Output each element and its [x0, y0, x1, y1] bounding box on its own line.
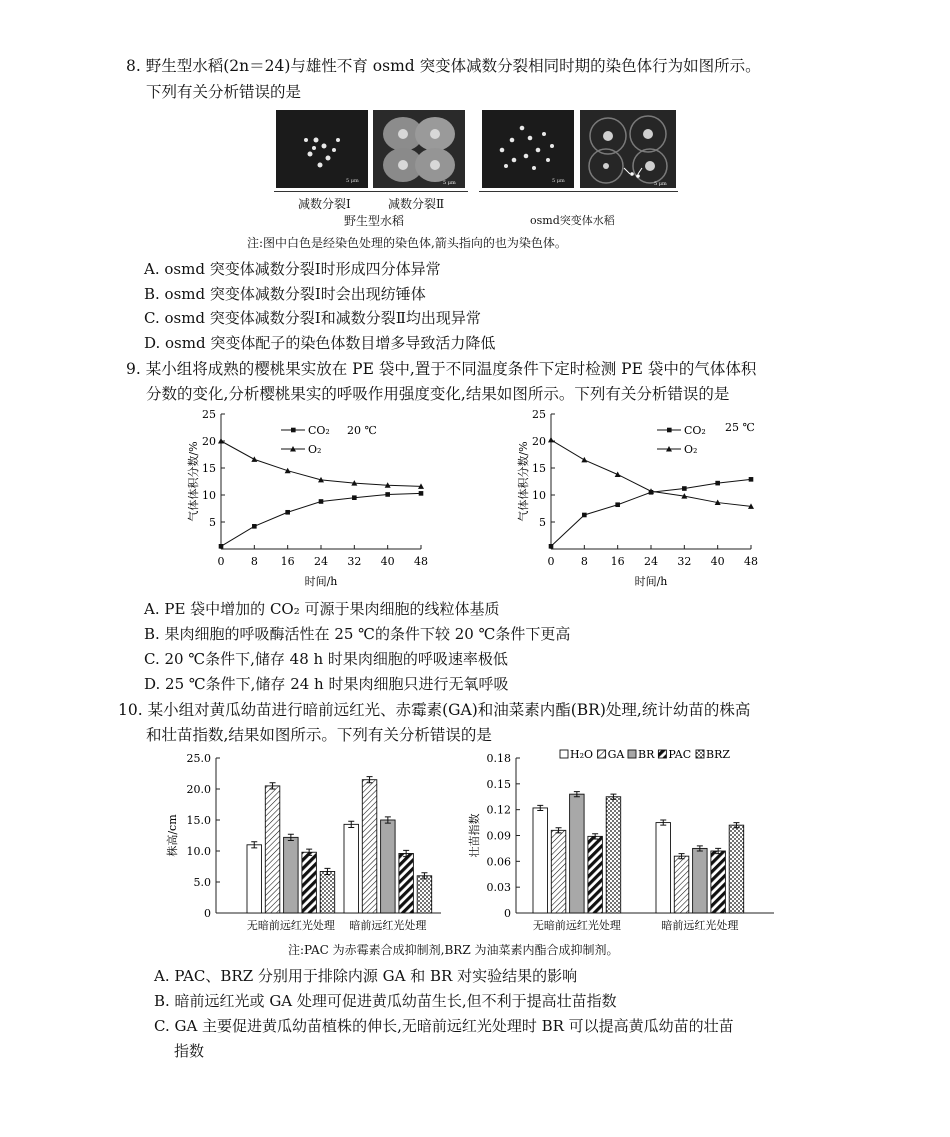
y-tick-label: 15 [532, 462, 546, 475]
data-point-co2 [319, 499, 324, 504]
bar-ho [344, 824, 359, 913]
x-tick-label: 0 [217, 555, 225, 568]
data-point-co2 [219, 544, 224, 549]
series-line-o2 [551, 440, 751, 506]
y-tick-label: 15 [202, 462, 216, 475]
data-point-co2 [682, 486, 687, 491]
data-point-co2 [715, 481, 720, 486]
y-tick-label: 25 [532, 408, 546, 421]
category-label: 暗前远红光处理 [661, 919, 739, 932]
data-point-co2 [615, 502, 620, 507]
bar-br [570, 794, 585, 913]
data-point-co2 [582, 513, 587, 518]
scale-label: 5 μm [443, 180, 456, 186]
legend-label: CO₂ [308, 424, 330, 437]
y-tick-label: 20 [532, 435, 546, 448]
chart-title: 25 ℃ [725, 421, 755, 434]
q8-option-b: B. osmd 突变体减数分裂Ⅰ时会出现纺锤体 [144, 285, 426, 303]
y-axis-label: 株高/cm [166, 814, 179, 857]
data-point-co2 [749, 477, 754, 482]
legend-marker-square [667, 428, 672, 433]
y-tick-label: 20.0 [186, 783, 211, 796]
y-tick-label: 0 [204, 907, 211, 920]
bar-ga [265, 786, 280, 913]
x-tick-label: 24 [644, 555, 658, 568]
q10-option-b: B. 暗前远红光或 GA 处理可促进黄瓜幼苗生长,但不利于提高壮苗指数 [154, 992, 617, 1010]
q9-stem-line2: 分数的变化,分析樱桃果实的呼吸作用强度变化,结果如图所示。下列有关分析错误的是 [146, 385, 730, 403]
scale-label: 5 μm [552, 178, 565, 184]
category-label: 无暗前远红光处理 [246, 919, 335, 932]
x-tick-label: 24 [314, 555, 328, 568]
chart-title: 20 ℃ [347, 424, 377, 437]
q10-option-c: C. GA 主要促进黄瓜幼苗植株的伸长,无暗前远红光处理时 BR 可以提高黄瓜幼苗的壮苗 [154, 1017, 734, 1035]
y-axis-label: 壮苗指数 [468, 813, 481, 858]
x-tick-label: 32 [347, 555, 362, 568]
y-tick-label: 0 [504, 907, 511, 920]
data-point-co2 [285, 510, 290, 515]
label-mutant: osmd突变体水稻 [530, 214, 615, 227]
bar-pac [711, 851, 726, 913]
x-tick-label: 40 [380, 555, 395, 568]
y-tick-label: 0.09 [486, 829, 511, 843]
legend-swatch [628, 750, 636, 758]
bar-ho [656, 823, 671, 913]
x-tick-label: 48 [744, 555, 758, 568]
line-chart-25c [515, 404, 775, 594]
data-point-o2 [251, 456, 257, 462]
q8-option-c: C. osmd 突变体减数分裂Ⅰ和减数分裂Ⅱ均出现异常 [144, 309, 481, 327]
legend-label: CO₂ [684, 424, 706, 437]
bar-ho [533, 808, 548, 913]
bar-br [381, 820, 396, 913]
q9-option-d: D. 25 ℃条件下,储存 24 h 时果肉细胞只进行无氧呼吸 [144, 675, 509, 693]
x-tick-label: 8 [580, 555, 588, 568]
bar-br [284, 837, 299, 913]
y-tick-label: 5 [539, 516, 546, 529]
data-point-o2 [615, 471, 621, 477]
legend-label: BR [638, 748, 655, 761]
micrograph-mutant-meiosis1 [482, 110, 574, 188]
bar-pac [399, 853, 414, 913]
category-label: 无暗前远红光处理 [532, 919, 621, 932]
data-point-co2 [252, 524, 257, 529]
x-tick-label: 16 [610, 555, 625, 568]
y-tick-label: 25 [202, 408, 216, 421]
y-tick-label: 5.0 [193, 876, 211, 889]
q9-option-c: C. 20 ℃条件下,储存 48 h 时果肉细胞的呼吸速率极低 [144, 650, 508, 668]
data-point-o2 [548, 437, 554, 443]
bar-br [693, 848, 708, 913]
legend-swatch [658, 750, 666, 758]
q10-note: 注:PAC 为赤霉素合成抑制剂,BRZ 为油菜素内酯合成抑制剂。 [288, 943, 619, 957]
q8-stem-line1: 8. 野生型水稻(2n＝24)与雄性不育 osmd 突变体减数分裂相同时期的染色体行为如图所示。 [126, 57, 761, 75]
q10-stem-line1: 10. 某小组对黄瓜幼苗进行暗前远红光、赤霉素(GA)和油菜素内酯(BR)处理,统计幼苗的株高 [118, 701, 751, 719]
x-axis-label: 时间/h [304, 575, 338, 588]
bar-brz [417, 876, 432, 913]
legend-swatch [560, 750, 568, 758]
legend-label: GA [607, 748, 625, 761]
y-tick-label: 20 [202, 435, 216, 448]
data-point-co2 [352, 495, 357, 500]
y-tick-label: 10.0 [186, 845, 211, 858]
legend-label: O₂ [308, 443, 322, 456]
y-tick-label: 0.18 [486, 752, 511, 765]
y-tick-label: 0.15 [486, 777, 511, 791]
data-point-o2 [581, 457, 587, 463]
y-tick-label: 0.12 [486, 803, 511, 817]
label-meiosis-1: 减数分裂Ⅰ [298, 197, 351, 211]
x-tick-label: 16 [280, 555, 295, 568]
micrograph-mutant-meiosis2 [580, 110, 676, 188]
legend-label: H₂O [570, 748, 594, 761]
bracket-line-mutant [479, 191, 678, 192]
x-tick-label: 48 [414, 555, 428, 568]
q8-note: 注:图中白色是经染色处理的染色体,箭头指向的也为染色体。 [247, 236, 567, 250]
data-point-co2 [419, 491, 424, 496]
q10-option-c-cont: 指数 [174, 1042, 205, 1060]
bar-brz [320, 871, 335, 913]
y-tick-label: 0.06 [486, 855, 511, 869]
data-point-co2 [385, 492, 390, 497]
q8-stem-line2: 下列有关分析错误的是 [146, 83, 302, 101]
data-point-co2 [549, 544, 554, 549]
bar-pac [302, 852, 317, 913]
legend-label: PAC [668, 748, 692, 761]
y-tick-label: 25.0 [186, 752, 211, 765]
x-tick-label: 40 [710, 555, 725, 568]
bar-ho [247, 845, 262, 913]
y-axis-label: 气体体积分数/% [187, 441, 200, 522]
micrograph-wild-meiosis1 [276, 110, 368, 188]
q10-option-a: A. PAC、BRZ 分别用于排除内源 GA 和 BR 对实验结果的影响 [154, 967, 578, 985]
x-tick-label: 8 [250, 555, 258, 568]
bar-ga [551, 830, 566, 913]
bar-chart-plant-height [160, 746, 450, 938]
y-tick-label: 0.03 [486, 881, 511, 895]
bar-brz [729, 825, 744, 913]
legend-swatch [696, 750, 704, 758]
y-axis-label: 气体体积分数/% [517, 441, 530, 522]
x-tick-label: 0 [547, 555, 555, 568]
y-tick-label: 10 [202, 489, 216, 502]
label-meiosis-2: 减数分裂Ⅱ [388, 197, 445, 211]
bar-pac [588, 836, 603, 913]
y-tick-label: 10 [532, 489, 546, 502]
label-wild-type: 野生型水稻 [344, 214, 405, 228]
q8-option-a: A. osmd 突变体减数分裂Ⅰ时形成四分体异常 [144, 260, 441, 278]
q10-stem-line2: 和壮苗指数,结果如图所示。下列有关分析错误的是 [146, 726, 492, 744]
y-tick-label: 5 [209, 516, 216, 529]
q9-stem-line1: 9. 某小组将成熟的樱桃果实放在 PE 袋中,置于不同温度条件下定时检测 PE 袋中的气体体积 [126, 360, 757, 378]
bracket-line-wild [274, 191, 468, 192]
legend-label: BRZ [706, 748, 731, 761]
legend-marker-square [291, 428, 296, 433]
scale-label: 5 μm [346, 178, 359, 184]
bar-ga [362, 780, 377, 913]
y-tick-label: 15.0 [186, 814, 211, 827]
x-tick-label: 32 [677, 555, 692, 568]
bar-brz [606, 797, 621, 913]
scale-label: 5 μm [654, 181, 667, 187]
line-chart-20c [185, 404, 435, 594]
micrograph-wild-meiosis2 [373, 110, 465, 188]
q8-option-d: D. osmd 突变体配子的染色体数目增多导致活力降低 [144, 334, 496, 352]
x-axis-label: 时间/h [634, 575, 668, 588]
bar-chart-seedling-index [462, 746, 782, 938]
q9-option-a: A. PE 袋中增加的 CO₂ 可源于果肉细胞的线粒体基质 [144, 600, 500, 618]
bar-ga [674, 856, 689, 913]
category-label: 暗前远红光处理 [349, 919, 427, 932]
q9-option-b: B. 果肉细胞的呼吸酶活性在 25 ℃的条件下较 20 ℃条件下更高 [144, 625, 571, 643]
legend-label: O₂ [684, 443, 698, 456]
legend-swatch [598, 750, 606, 758]
